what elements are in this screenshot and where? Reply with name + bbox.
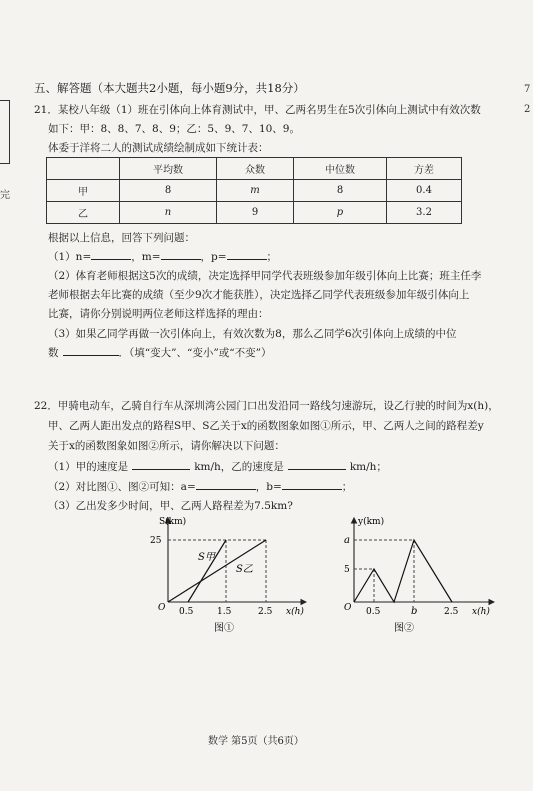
table-cell: 甲 <box>47 180 120 202</box>
table-row <box>47 180 462 202</box>
q21-sub3-line1: （3）如果乙同学再做一次引体向上，有效次数为8，那么乙同学6次引体向上成绩的中位 <box>48 328 457 340</box>
answer-blank-speed-jia[interactable] <box>132 459 190 470</box>
left-margin-bracket <box>0 100 10 164</box>
answer-blank-speed-yi[interactable] <box>288 459 346 470</box>
table-header-cell: 众数 <box>217 158 294 180</box>
q21-sub2-line2: 老师根据去年比赛的成绩（至少9次才能获胜），决定选择乙同学代表班级参加年级引体向上 <box>48 289 470 301</box>
right-margin-mark: 7 <box>524 84 531 95</box>
table-cell: 3.2 <box>387 202 462 224</box>
figure-2-graph <box>336 510 506 638</box>
fig2-xtick-b: b <box>411 606 418 617</box>
table-header-cell: 中位数 <box>294 158 387 180</box>
fig2-ytick-a: a <box>344 535 350 546</box>
q21-sub3-line2: 数 ．（填“变大”、“变小”或“不变”） <box>48 347 272 359</box>
fig2-xlabel: x(h) <box>472 607 490 617</box>
left-margin-char: 完 <box>0 190 10 201</box>
fig1-ytick-25: 25 <box>150 536 162 546</box>
answer-blank-a[interactable] <box>196 479 256 490</box>
fig1-origin: O <box>158 603 166 613</box>
table-cell: p <box>294 202 387 224</box>
line-y-difference <box>354 540 452 602</box>
fig2-caption: 图② <box>394 623 414 634</box>
fig2-ytick-5: 5 <box>344 565 350 575</box>
q21-line2: 如下：甲：8、8、7、8、9；乙：5、9、7、10、9。 <box>48 123 300 135</box>
line-s-jia <box>188 540 226 602</box>
right-margin-mark-2: 2 <box>524 104 531 115</box>
stats-table <box>46 157 462 224</box>
fig1-label-s-jia: S甲 <box>198 552 215 563</box>
q22-line3: 关于x的函数图象如图②所示，请你解决以下问题： <box>48 440 285 452</box>
table-cell: 0.4 <box>387 180 462 202</box>
q22-sub2: （2）对比图①、图②可知：a= ，b= ； <box>48 481 353 493</box>
table-header-row <box>47 158 462 180</box>
q21-line1: 21．某校八年级（1）班在引体向上体育测试中，甲、乙两名男生在5次引体向上测试中有效次数 <box>34 104 481 116</box>
fig1-xtick-1.5: 1.5 <box>217 607 232 617</box>
q22-line2: 甲、乙两人距出发点的路程S甲、S乙关于x的函数图象如图①所示，甲、乙两人之间的路程差y <box>48 420 484 432</box>
table-cell: n <box>120 202 217 224</box>
page-footer: 数学 第5页（共6页） <box>208 736 304 747</box>
fig1-xtick-0.5: 0.5 <box>179 607 194 617</box>
answer-blank-median[interactable] <box>63 345 119 356</box>
q22-line1: 22．甲骑电动车，乙骑自行车从深圳湾公园门口出发沿同一路线匀速游玩，设乙行驶的时间为x(h)， <box>34 400 499 412</box>
fig2-xtick-2.5: 2.5 <box>444 607 459 617</box>
table-cell: 8 <box>120 180 217 202</box>
q21-sub2-line3: 比赛，请你分别说明两位老师这样选择的理由： <box>48 308 269 320</box>
answer-blank-n[interactable] <box>91 249 131 260</box>
table-cell: 9 <box>217 202 294 224</box>
fig1-xtick-2.5: 2.5 <box>258 607 273 617</box>
answer-blank-b[interactable] <box>282 479 342 490</box>
fig2-origin: O <box>344 603 352 613</box>
fig2-ylabel: y(km) <box>358 517 385 527</box>
fig1-xlabel: x(h) <box>286 607 304 617</box>
section-header: 五、解答题（本大题共2小题，每小题9分，共18分） <box>34 81 305 95</box>
table-cell: 8 <box>294 180 387 202</box>
q22-sub3: （3）乙出发多少时间，甲、乙两人路程差为7.5km? <box>48 500 293 512</box>
q21-after-table: 根据以上信息，回答下列问题： <box>48 232 195 244</box>
q21-sub2-line1: （2）体育老师根据这5次的成绩，决定选择甲同学代表班级参加年级引体向上比赛；班主任李 <box>48 270 482 282</box>
figure-1-graph <box>148 510 318 638</box>
fig1-caption: 图① <box>214 623 234 634</box>
q21-sub1: （1）n= ，m= ，p= ； <box>48 251 278 263</box>
table-header-cell: 方差 <box>387 158 462 180</box>
table-row <box>47 202 462 224</box>
q22-sub1: （1）甲的速度是 km/h，乙的速度是 km/h； <box>48 461 387 473</box>
table-cell: 乙 <box>47 202 120 224</box>
fig1-ylabel: S(km) <box>159 517 187 527</box>
fig1-label-s-yi: S乙 <box>236 564 253 575</box>
q21-line3: 体委于洋将二人的测试成绩绘制成如下统计表： <box>48 142 269 154</box>
table-header-cell: 平均数 <box>120 158 217 180</box>
fig2-xtick-0.5: 0.5 <box>366 607 381 617</box>
answer-blank-p[interactable] <box>227 249 267 260</box>
answer-blank-m[interactable] <box>161 249 201 260</box>
table-cell: m <box>217 180 294 202</box>
table-header-cell <box>47 158 120 180</box>
